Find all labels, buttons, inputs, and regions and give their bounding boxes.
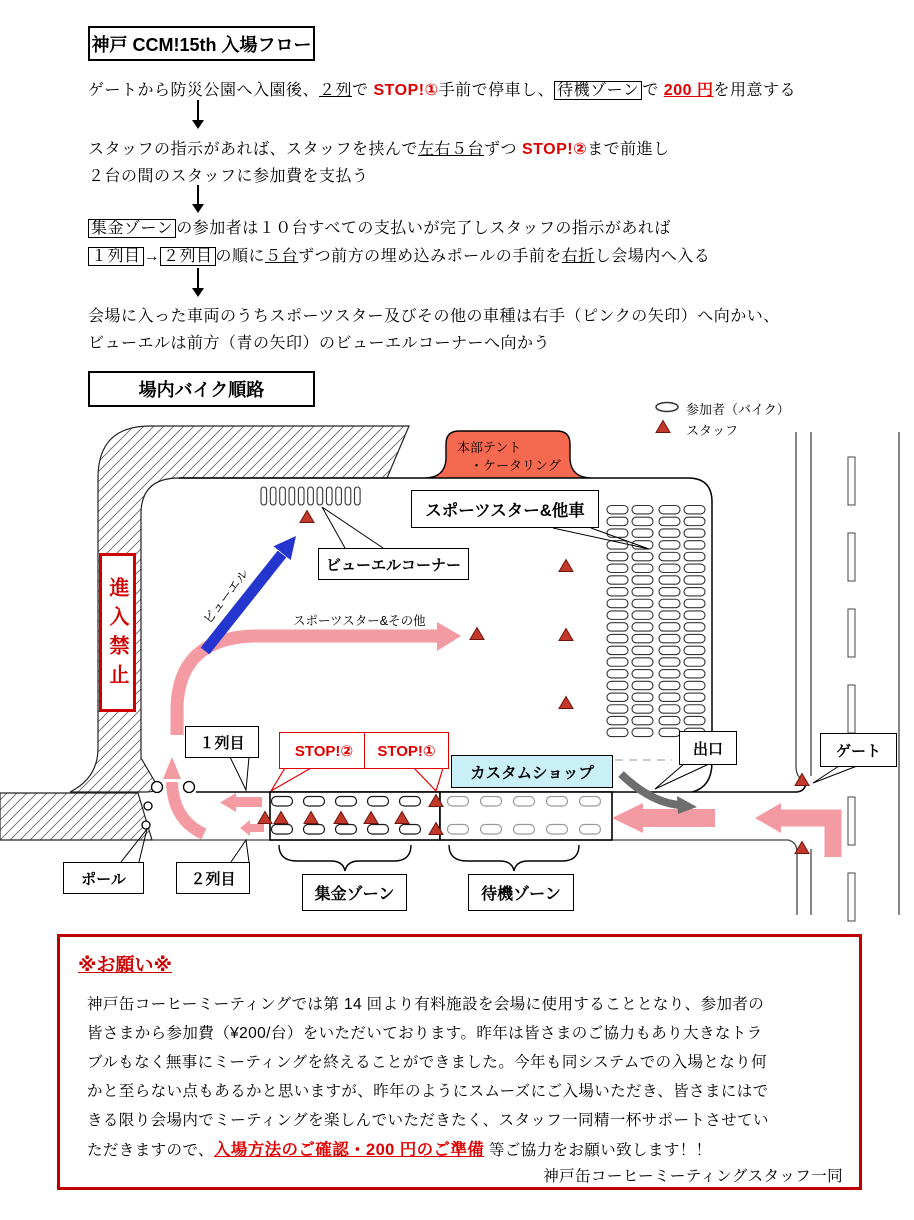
gate-callout <box>820 733 897 767</box>
flow-3-collect-zone-box: 集金ゾーン <box>88 219 176 238</box>
flow-3-text: の順に <box>215 248 266 265</box>
flow-1-wait-zone-box: 待機ゾーン <box>554 81 642 100</box>
buell-corner-callout <box>318 548 469 580</box>
flow-3-underline: ５台 <box>265 248 299 265</box>
gate-text: ゲート <box>835 742 881 760</box>
zone-braces <box>279 845 579 871</box>
tent-label-line1: 本部テント <box>457 440 522 455</box>
notice-line: ブルもなく無事にミーティングを終えることができました。今年も同システムでの入場となり何 <box>87 1054 767 1071</box>
flow-3-row2-box: ２列目 <box>160 247 216 266</box>
wait-zone-label <box>468 874 574 911</box>
stop1-text: STOP!① <box>377 742 436 760</box>
sportster-callout-text: スポーツスター&他車 <box>425 502 585 520</box>
collect-zone-text: 集金ゾーン <box>314 886 395 903</box>
notice-line: きる限り会場内でミーティングを楽しんでいただきたく、スタッフ一同精一杯サポートさせてい <box>87 1112 769 1129</box>
flow-2-text: ずつ <box>484 141 522 158</box>
notice-line: 皆さまから参加費（¥200/台）をいただいております。昨年は皆さまのご協力もあり大きなトラ <box>87 1025 763 1042</box>
wait-zone-text: 待機ゾーン <box>481 886 561 903</box>
flow-1-text: を用意する <box>713 82 796 99</box>
flow-2-text: スタッフの指示があれば、スタッフを挟んで <box>88 141 419 158</box>
wall-bottom-strip <box>0 793 152 840</box>
flow-1-200yen: 200 円 <box>663 82 714 99</box>
custom-shop-box <box>451 755 613 788</box>
flow-3-text: し会場内へ入る <box>594 248 711 265</box>
notice-signature: 神戸缶コーヒーミーティングスタッフ一同 <box>543 1168 843 1185</box>
exit-text: 出口 <box>692 740 723 758</box>
flow-1-stop1: STOP!① <box>373 82 439 99</box>
exit-callout <box>679 731 737 765</box>
flow-1-text: で <box>352 82 374 99</box>
buell-parking-row <box>261 487 360 505</box>
flow-2-text: ２台の間のスタッフに参加費を支払う <box>88 168 369 185</box>
stop2-text: STOP!② <box>294 742 354 760</box>
notice-line: 神戸缶コーヒーミーティングでは第 14 回より有料施設を会場に使用することとなり、参加者の <box>87 996 765 1013</box>
road-center-dashes <box>848 457 855 921</box>
sportster-parking-grid <box>607 506 705 737</box>
flow-3-row1-box: １列目 <box>88 247 144 266</box>
buell-corner-text: ビューエルコーナー <box>325 556 461 574</box>
flow-2-underline: 左右５台 <box>418 141 485 158</box>
stop1-callout <box>364 732 449 769</box>
notice-line-emphasis <box>87 1136 712 1166</box>
page-title-text: 神戸 CCM!15th 入場フロー <box>91 34 312 55</box>
flow-3-text: ずつ前方の埋め込みポールの手前を <box>298 248 562 265</box>
row1-text: １列目 <box>199 734 245 752</box>
notice-l6-red: 入場方法のご確認・200 円のご準備 <box>213 1141 485 1159</box>
gray-exit-arrow <box>621 774 697 814</box>
flow-1-text: ゲートから防災公園へ入園後、 <box>88 82 320 99</box>
stop2-callout <box>279 732 369 769</box>
no-entry-text: 進入禁止 <box>106 576 128 693</box>
notice-box <box>57 934 862 1190</box>
flow-3-arrow: → <box>143 248 161 265</box>
flow-2-stop2: STOP!② <box>521 141 588 158</box>
notice-title: ※お願い※ <box>78 955 172 976</box>
legend-bike-icon <box>656 403 678 412</box>
flow-3-underline2: 右折 <box>561 248 595 265</box>
row2-text: ２列目 <box>190 870 236 888</box>
flow-4-text: ビューエルは前方（青の矢印）のビューエルコーナーへ向かう <box>88 335 551 352</box>
collect-zone-label <box>302 874 407 911</box>
flow-1-text: 手前で停車し、 <box>438 82 555 99</box>
flow-1-text: で <box>642 82 664 99</box>
custom-shop-text: カスタムショップ <box>470 764 594 782</box>
sportster-callout <box>411 490 599 528</box>
buell-arrow-label: ビューエル <box>199 566 252 627</box>
tent-label-line2: ・ケータリング <box>470 458 561 473</box>
sportster-route-label: スポーツスター&その他 <box>293 614 426 628</box>
legend-bike-label: 参加者（バイク） <box>686 402 790 417</box>
pole-text: ポール <box>81 870 126 888</box>
row2-callout <box>176 862 250 894</box>
row1-callout <box>185 726 259 758</box>
section-title-text: 場内バイク順路 <box>138 380 265 400</box>
legend-staff-label: スタッフ <box>686 423 739 438</box>
notice-l6-post: 等ご協力をお願い致します！！ <box>484 1142 712 1159</box>
flow-4-text: 会場に入った車両のうちスポーツスター及びその他の車種は右手（ピンクの矢印）へ向かい、 <box>88 308 780 325</box>
notice-line: かと至らない点もあるかと思いますが、昨年のようにスムーズにご入場いただき、皆さまにはで <box>87 1083 769 1100</box>
flow-1-underline: ２列 <box>319 82 353 99</box>
flow-3-text: の参加者は１０台すべての支払いが完了しスタッフの指示があれば <box>176 220 671 237</box>
stop-pointers <box>271 768 443 791</box>
no-entry-sign <box>99 553 136 712</box>
flow-2-text: まで前進し <box>587 141 670 158</box>
notice-l6-pre: ただきますので、 <box>87 1142 214 1159</box>
pole-callout <box>63 862 144 894</box>
